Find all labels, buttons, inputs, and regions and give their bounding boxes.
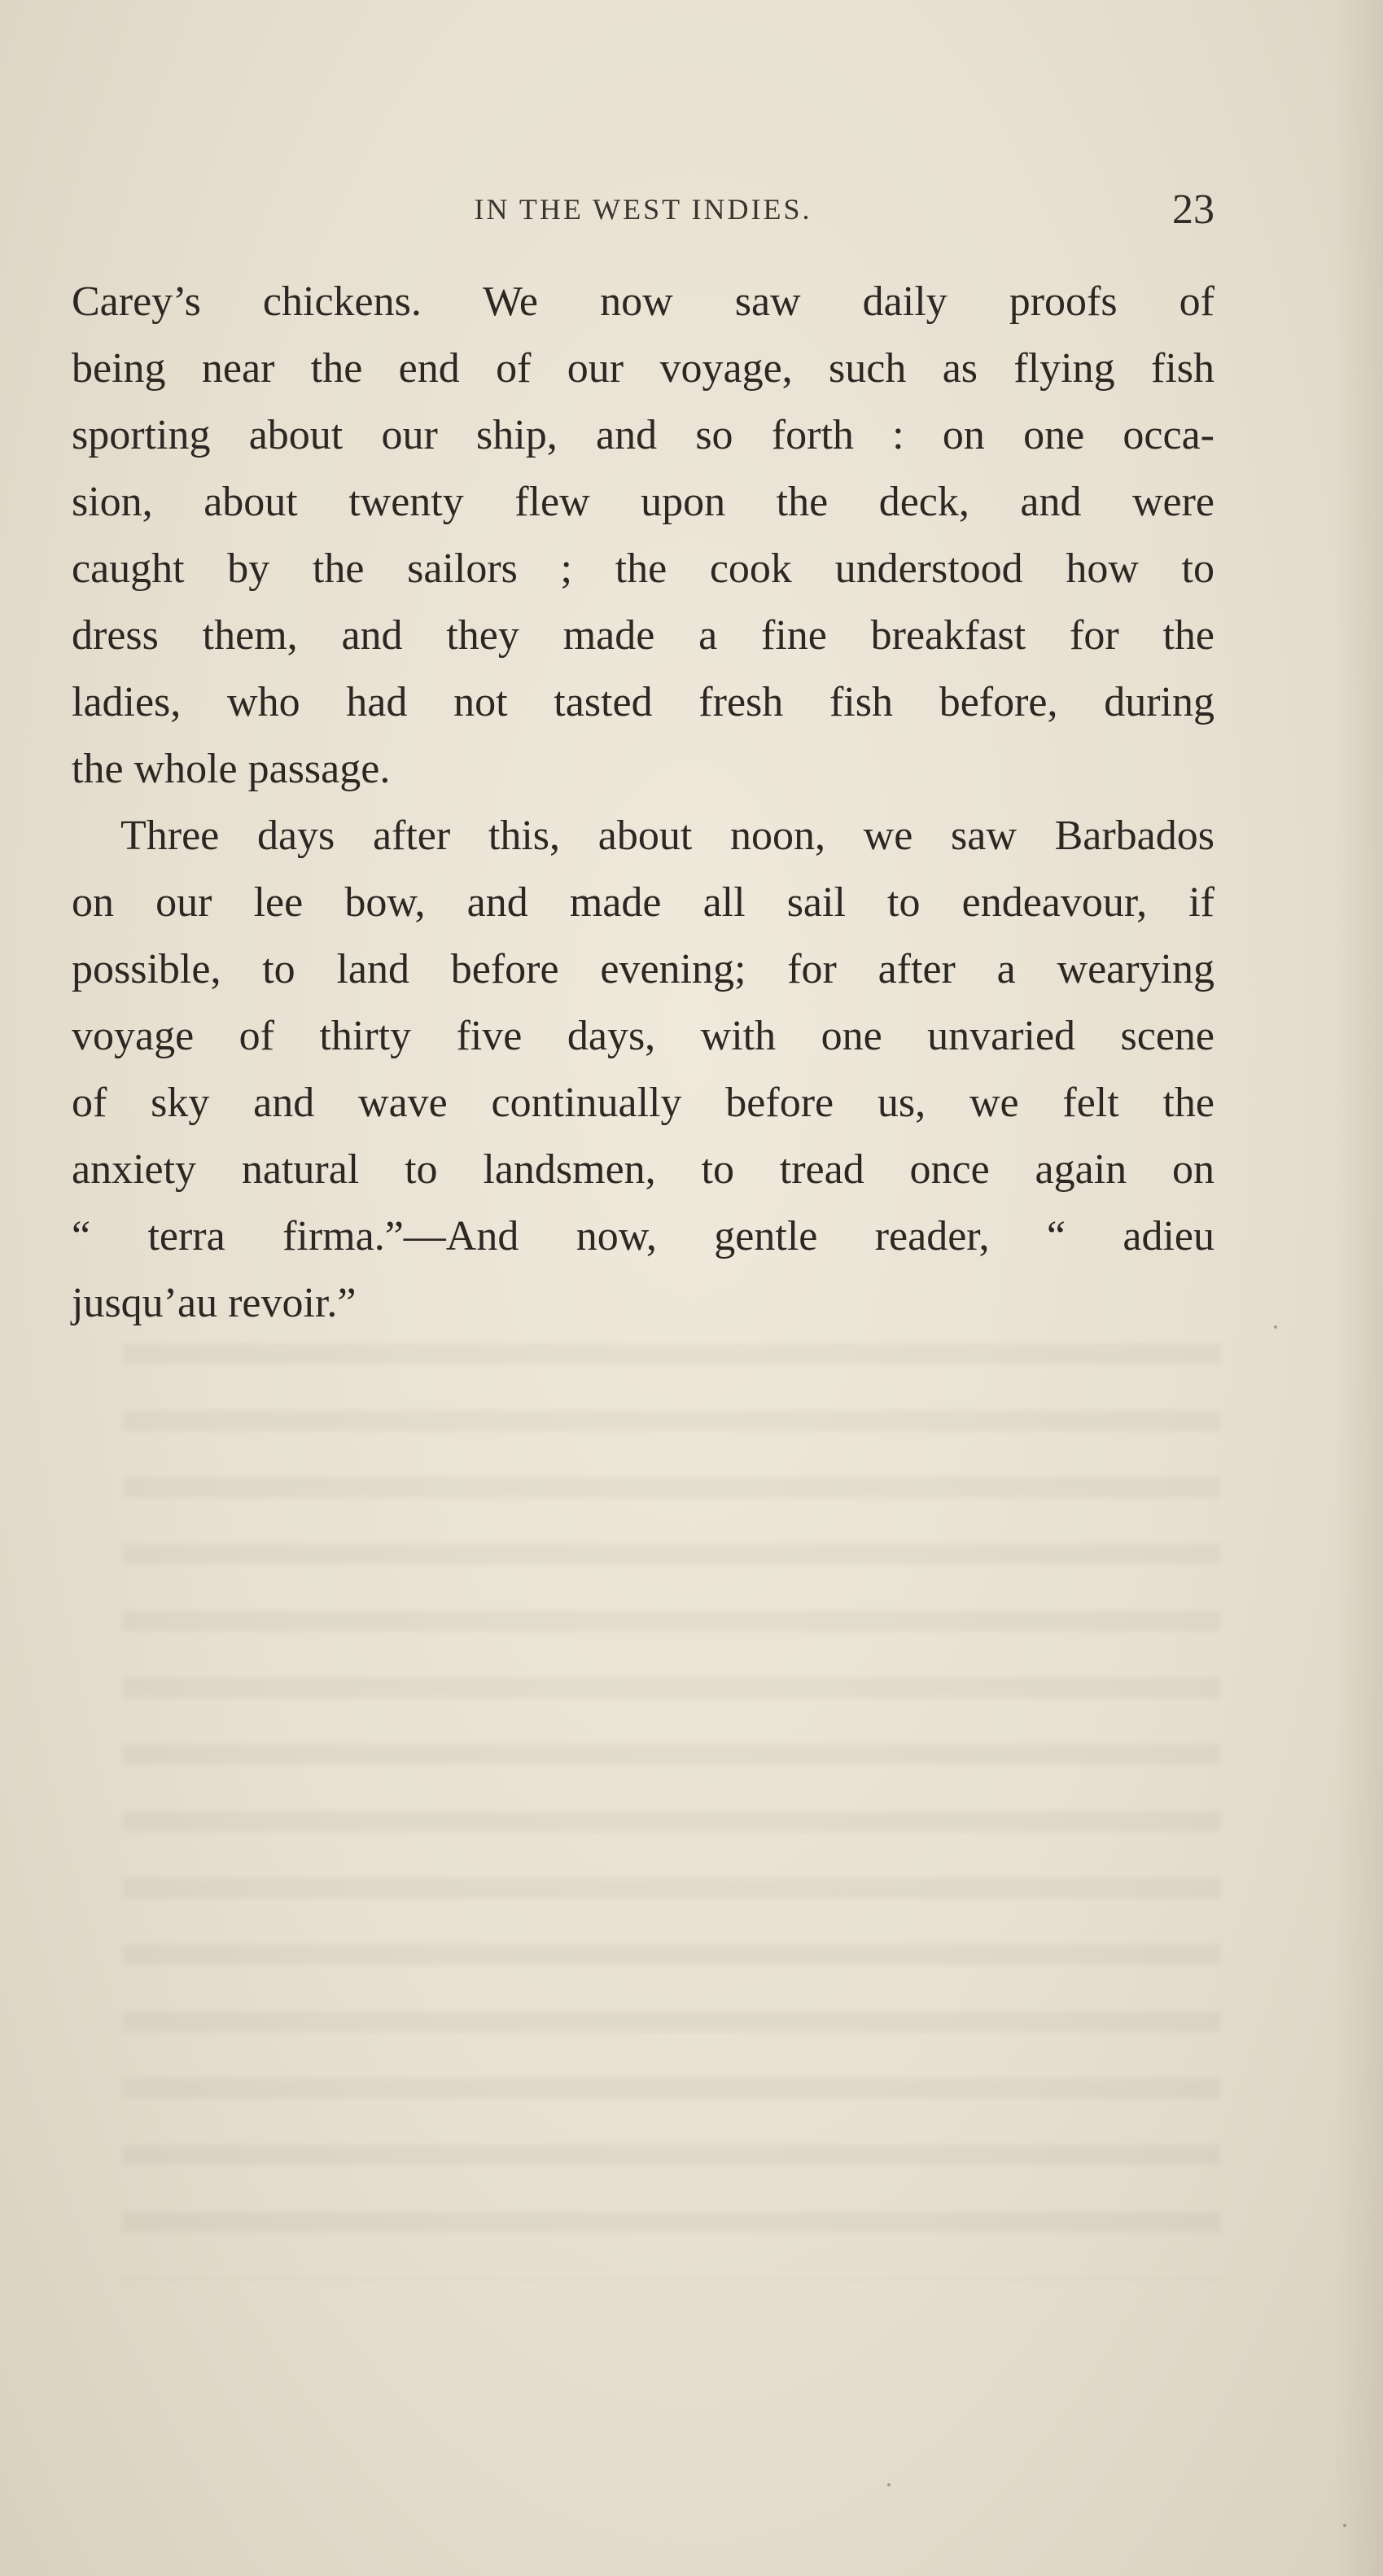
text-line: being near the end of our voyage, such as flying fish: [72, 345, 1215, 392]
running-title: IN THE WEST INDIES.: [474, 193, 812, 226]
text-line: Carey’s chickens. We now saw daily proofs of: [72, 278, 1215, 325]
page-header: [72, 186, 1215, 243]
text-line: the whole passage.: [72, 746, 391, 792]
text-line: jusqu’au revoir.”: [72, 1280, 357, 1326]
paper-speck: [887, 2483, 891, 2486]
page-edge-shadow: [1334, 0, 1383, 2576]
text-line: voyage of thirty five days, with one unvaried scene: [72, 1013, 1215, 1059]
text-line: sion, about twenty flew upon the deck, and were: [72, 479, 1215, 525]
text-line: dress them, and they made a fine breakfast for the: [72, 612, 1215, 659]
text-line: “ terra firma.”—And now, gentle reader, “ adieu: [72, 1213, 1215, 1260]
text-line: Three days after this, about noon, we saw Barbados: [120, 813, 1215, 859]
paper-speck: [1274, 1325, 1277, 1329]
paper-speck: [1343, 2524, 1346, 2527]
paragraph-2: [72, 803, 1215, 1337]
body-text: [72, 269, 1215, 1337]
page-number: 23: [1172, 186, 1215, 233]
paragraph-1: [72, 269, 1215, 803]
text-line: caught by the sailors ; the cook understood how to: [72, 545, 1215, 592]
text-line: sporting about our ship, and so forth : on one occa-: [72, 412, 1215, 458]
bleed-through-texture: [122, 1343, 1221, 2280]
text-line: anxiety natural to landsmen, to tread once again on: [72, 1146, 1215, 1193]
text-line: of sky and wave continually before us, we felt the: [72, 1080, 1215, 1126]
text-line: on our lee bow, and made all sail to endeavour, if: [72, 879, 1215, 926]
text-line: possible, to land before evening; for after a wearying: [72, 946, 1215, 992]
text-line: ladies, who had not tasted fresh fish before, during: [72, 679, 1215, 725]
